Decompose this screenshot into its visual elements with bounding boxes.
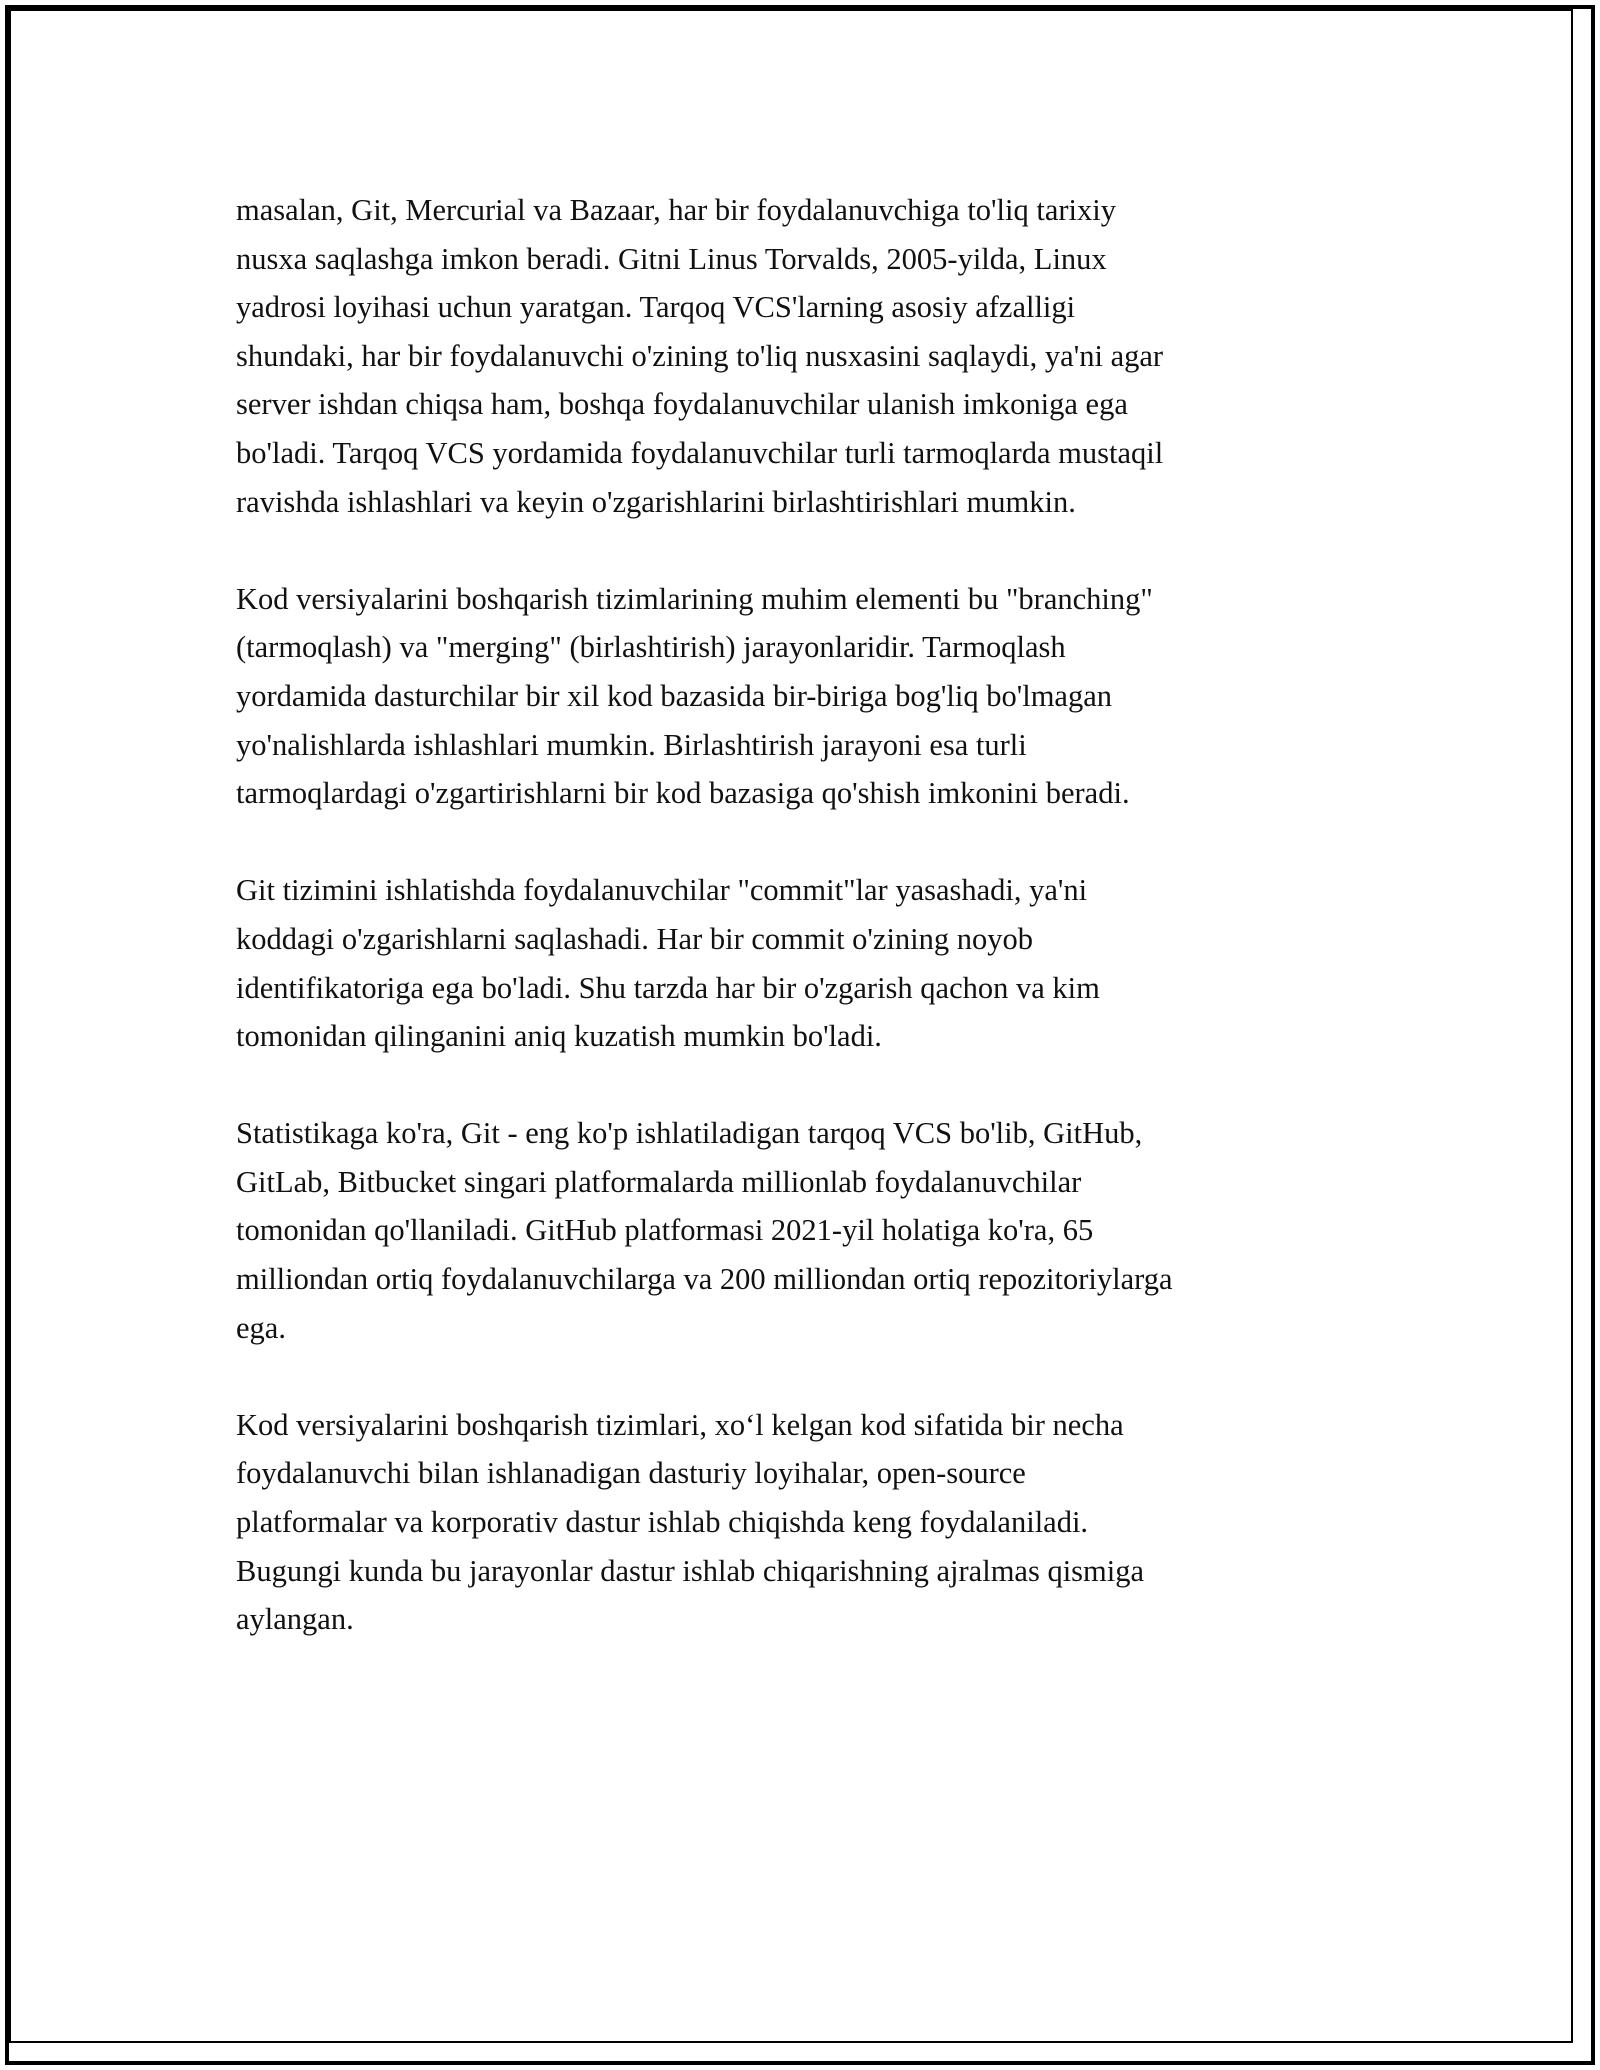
text-line: Git tizimini ishlatishda foydalanuvchilar "commit"lar yasashadi, ya'ni: [236, 873, 1088, 908]
text-line: platformalar va korporativ dastur ishlab chiqishda keng foydalaniladi.: [236, 1505, 1089, 1540]
document-body: [236, 186, 1366, 1644]
text-line: identifikatoriga ega bo'ladi. Shu tarzda har bir o'zgarish qachon va kim: [236, 970, 1100, 1005]
paragraph-3: [236, 866, 1366, 1060]
paragraph-4: [236, 1109, 1366, 1352]
text-line: koddagi o'zgarishlarni saqlashadi. Har bir commit o'zining noyob: [236, 921, 1034, 956]
text-line: Kod versiyalarini boshqarish tizimlari, xo‘l kelgan kod sifatida bir necha: [236, 1407, 1124, 1442]
text-line: milliondan ortiq foydalanuvchilarga va 200 milliondan ortiq repozitoriylarga: [236, 1262, 1173, 1297]
text-line: Kod versiyalarini boshqarish tizimlarining muhim elementi bu "branching": [236, 581, 1153, 616]
paragraph-1: [236, 186, 1366, 526]
text-line: shundaki, har bir foydalanuvchi o'zining to'liq nusxasini saqlaydi, ya'ni agar: [236, 338, 1164, 373]
text-line: Statistikaga ko'ra, Git - eng ko'p ishlatiladigan tarqoq VCS bo'lib, GitHub,: [236, 1116, 1143, 1151]
paragraph-2: [236, 575, 1366, 818]
text-line: masalan, Git, Mercurial va Bazaar, har bir foydalanuvchiga to'liq tarixiy: [236, 193, 1116, 227]
text-line: (tarmoqlash) va "merging" (birlashtirish) jarayonlaridir. Tarmoqlash: [236, 630, 1066, 665]
text-line: Bugungi kunda bu jarayonlar dastur ishlab chiqarishning ajralmas qismiga: [236, 1553, 1145, 1588]
text-line: yo'nalishlarda ishlashlari mumkin. Birlashtirish jarayoni esa turli: [236, 727, 1027, 762]
text-line: yordamida dasturchilar bir xil kod bazasida bir-biriga bog'liq bo'lmagan: [236, 678, 1112, 713]
text-line: tomonidan qo'llaniladi. GitHub platformasi 2021-yil holatiga ko'ra, 65: [236, 1213, 1094, 1248]
paragraph-5: [236, 1401, 1366, 1644]
text-line: nusxa saqlashga imkon beradi. Gitni Linus Torvalds, 2005-yilda, Linux: [236, 241, 1107, 276]
text-line: tomonidan qilinganini aniq kuzatish mumkin bo'ladi.: [236, 1019, 882, 1054]
text-line: GitLab, Bitbucket singari platformalarda millionlab foydalanuvchilar: [236, 1164, 1082, 1199]
text-line: ravishda ishlashlari va keyin o'zgarishlarini birlashtirishlari mumkin.: [236, 484, 1076, 519]
text-line: tarmoqlardagi o'zgartirishlarni bir kod bazasiga qo'shish imkonini beradi.: [236, 776, 1130, 811]
text-line: aylangan.: [236, 1602, 354, 1637]
text-line: server ishdan chiqsa ham, boshqa foydalanuvchilar ulanish imkoniga ega: [236, 387, 1128, 422]
text-line: bo'ladi. Tarqoq VCS yordamida foydalanuvchilar turli tarmoqlarda mustaqil: [236, 435, 1164, 470]
text-line: yadrosi loyihasi uchun yaratgan. Tarqoq VCS'larning asosiy afzalligi: [236, 290, 1076, 325]
text-line: ega.: [236, 1310, 286, 1345]
text-line: foydalanuvchi bilan ishlanadigan dasturiy loyihalar, open-source: [236, 1456, 1026, 1491]
